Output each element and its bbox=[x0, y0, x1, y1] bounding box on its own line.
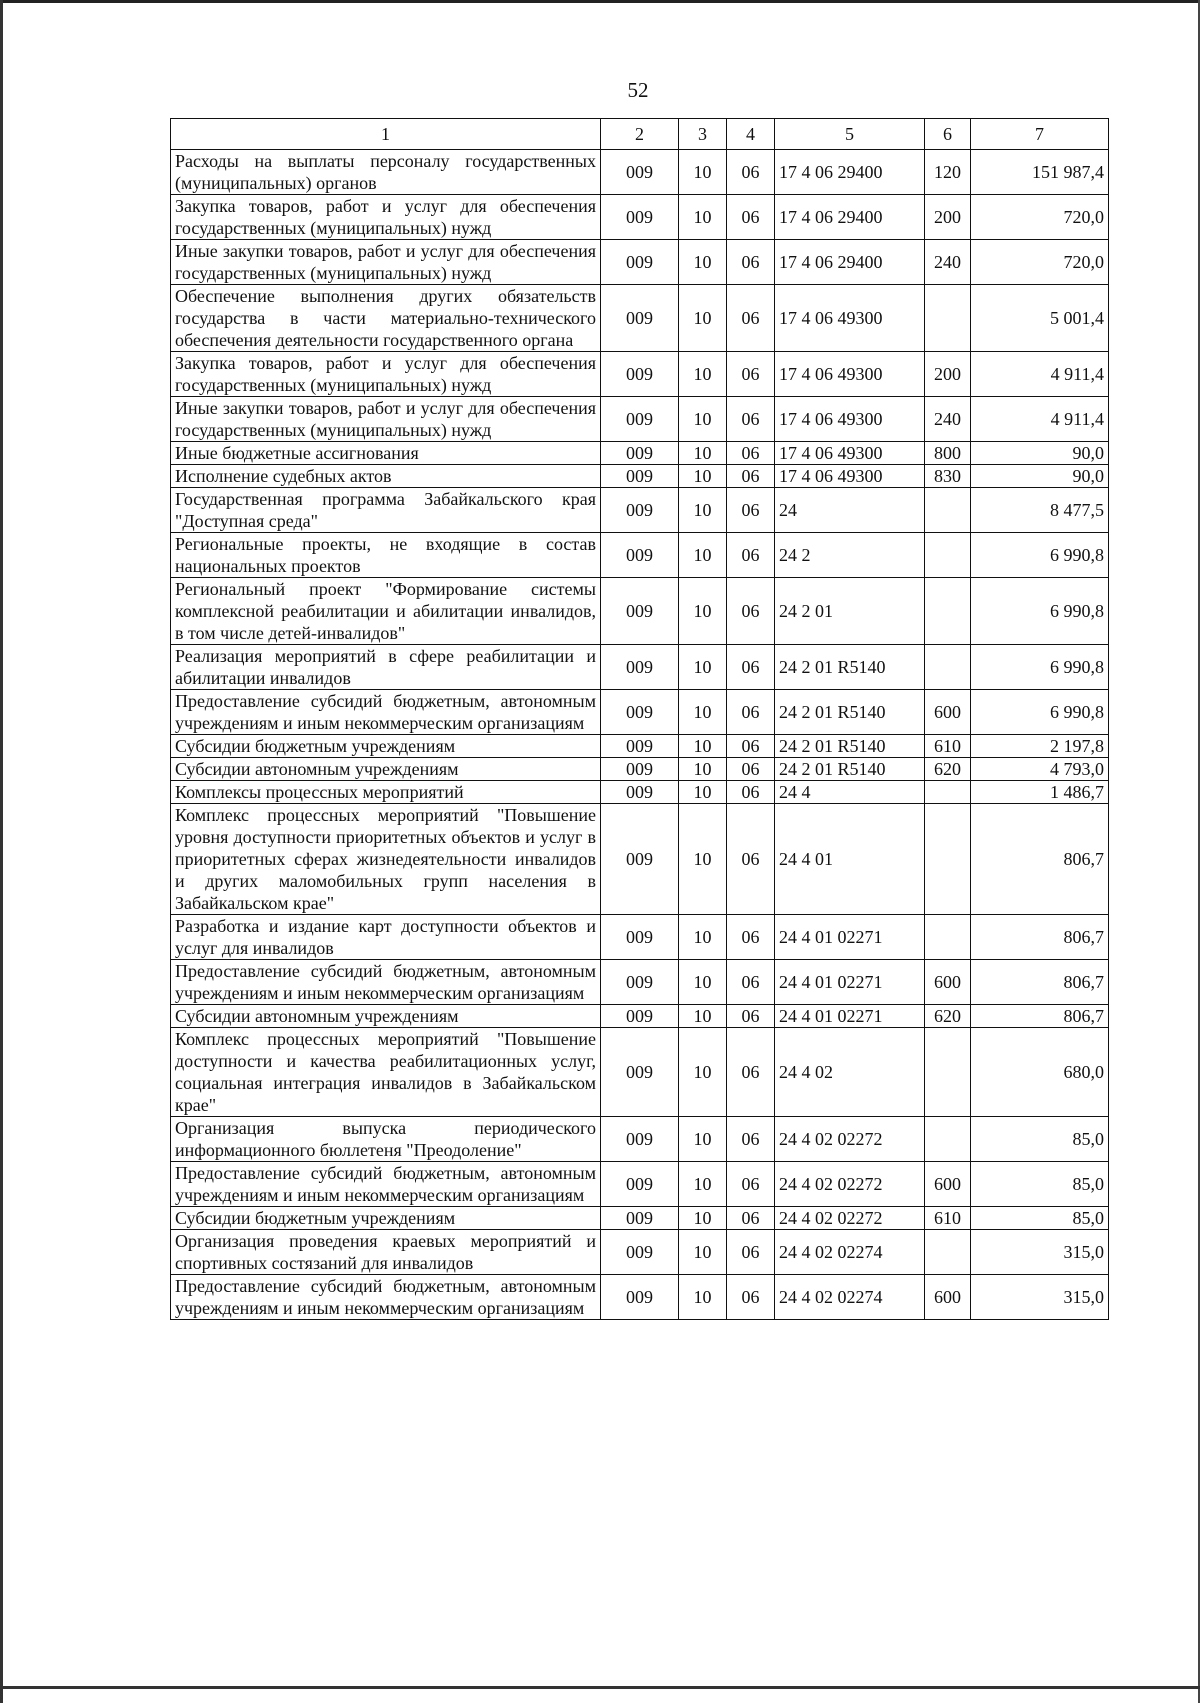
row-amount-cell: 806,7 bbox=[971, 804, 1109, 915]
row-name-cell: Организация проведения краевых мероприятий и спортивных состязаний для инвалидов bbox=[171, 1230, 601, 1275]
row-amount-cell: 806,7 bbox=[971, 960, 1109, 1005]
header-col-4: 4 bbox=[727, 119, 775, 150]
row-amount-cell: 4 911,4 bbox=[971, 352, 1109, 397]
row-subsection-cell: 06 bbox=[727, 1005, 775, 1028]
row-amount-cell: 806,7 bbox=[971, 1005, 1109, 1028]
row-amount-cell: 315,0 bbox=[971, 1230, 1109, 1275]
row-subsection-cell: 06 bbox=[727, 1207, 775, 1230]
row-amount-cell: 2 197,8 bbox=[971, 735, 1109, 758]
header-col-6: 6 bbox=[925, 119, 971, 150]
row-section-cell: 10 bbox=[679, 960, 727, 1005]
row-subsection-cell: 06 bbox=[727, 352, 775, 397]
row-admin-code-cell: 009 bbox=[601, 1230, 679, 1275]
table-row bbox=[171, 1275, 1109, 1320]
row-admin-code-cell: 009 bbox=[601, 442, 679, 465]
row-subsection-cell: 06 bbox=[727, 442, 775, 465]
row-target-article-cell: 24 4 01 bbox=[775, 804, 925, 915]
row-subsection-cell: 06 bbox=[727, 1117, 775, 1162]
row-expense-type-cell: 200 bbox=[925, 352, 971, 397]
row-expense-type-cell bbox=[925, 804, 971, 915]
row-subsection-cell: 06 bbox=[727, 645, 775, 690]
table-row bbox=[171, 1005, 1109, 1028]
row-target-article-cell: 17 4 06 29400 bbox=[775, 240, 925, 285]
row-name-cell: Обеспечение выполнения других обязательств государства в части материально-технического обеспечения деятельности государственного органа bbox=[171, 285, 601, 352]
row-name-cell: Субсидии автономным учреждениям bbox=[171, 1005, 601, 1028]
row-section-cell: 10 bbox=[679, 442, 727, 465]
table-row bbox=[171, 758, 1109, 781]
row-section-cell: 10 bbox=[679, 915, 727, 960]
table-row bbox=[171, 195, 1109, 240]
row-amount-cell: 6 990,8 bbox=[971, 533, 1109, 578]
row-target-article-cell: 24 4 02 02272 bbox=[775, 1162, 925, 1207]
row-target-article-cell: 24 2 01 bbox=[775, 578, 925, 645]
row-target-article-cell: 24 4 01 02271 bbox=[775, 915, 925, 960]
row-subsection-cell: 06 bbox=[727, 240, 775, 285]
row-target-article-cell: 24 4 01 02271 bbox=[775, 1005, 925, 1028]
table-row bbox=[171, 442, 1109, 465]
row-section-cell: 10 bbox=[679, 533, 727, 578]
row-target-article-cell: 17 4 06 29400 bbox=[775, 195, 925, 240]
row-name-cell: Государственная программа Забайкальского края "Доступная среда" bbox=[171, 488, 601, 533]
row-name-cell: Разработка и издание карт доступности объектов и услуг для инвалидов bbox=[171, 915, 601, 960]
row-name-cell: Иные бюджетные ассигнования bbox=[171, 442, 601, 465]
table-row bbox=[171, 781, 1109, 804]
table-row bbox=[171, 397, 1109, 442]
row-admin-code-cell: 009 bbox=[601, 735, 679, 758]
table-row bbox=[171, 1230, 1109, 1275]
row-admin-code-cell: 009 bbox=[601, 465, 679, 488]
row-subsection-cell: 06 bbox=[727, 781, 775, 804]
scan-edge-top bbox=[0, 0, 1200, 3]
row-expense-type-cell: 600 bbox=[925, 690, 971, 735]
table-row bbox=[171, 645, 1109, 690]
row-target-article-cell: 24 2 bbox=[775, 533, 925, 578]
row-expense-type-cell bbox=[925, 645, 971, 690]
row-section-cell: 10 bbox=[679, 1275, 727, 1320]
table-row bbox=[171, 240, 1109, 285]
row-section-cell: 10 bbox=[679, 488, 727, 533]
row-subsection-cell: 06 bbox=[727, 758, 775, 781]
row-section-cell: 10 bbox=[679, 150, 727, 195]
row-admin-code-cell: 009 bbox=[601, 915, 679, 960]
row-target-article-cell: 24 2 01 R5140 bbox=[775, 645, 925, 690]
row-name-cell: Расходы на выплаты персоналу государственных (муниципальных) органов bbox=[171, 150, 601, 195]
row-amount-cell: 6 990,8 bbox=[971, 690, 1109, 735]
row-target-article-cell: 24 4 02 02272 bbox=[775, 1207, 925, 1230]
table-row bbox=[171, 735, 1109, 758]
row-admin-code-cell: 009 bbox=[601, 397, 679, 442]
row-admin-code-cell: 009 bbox=[601, 150, 679, 195]
row-name-cell: Комплексы процессных мероприятий bbox=[171, 781, 601, 804]
row-expense-type-cell: 830 bbox=[925, 465, 971, 488]
row-subsection-cell: 06 bbox=[727, 960, 775, 1005]
table-row bbox=[171, 150, 1109, 195]
header-col-2: 2 bbox=[601, 119, 679, 150]
row-target-article-cell: 24 2 01 R5140 bbox=[775, 758, 925, 781]
budget-table bbox=[170, 118, 1109, 1320]
row-subsection-cell: 06 bbox=[727, 804, 775, 915]
row-amount-cell: 85,0 bbox=[971, 1162, 1109, 1207]
row-expense-type-cell: 240 bbox=[925, 240, 971, 285]
row-subsection-cell: 06 bbox=[727, 533, 775, 578]
row-section-cell: 10 bbox=[679, 804, 727, 915]
table-header bbox=[171, 119, 1109, 150]
row-target-article-cell: 24 4 02 bbox=[775, 1028, 925, 1117]
row-expense-type-cell: 120 bbox=[925, 150, 971, 195]
row-subsection-cell: 06 bbox=[727, 488, 775, 533]
row-name-cell: Комплекс процессных мероприятий "Повышение уровня доступности приоритетных объектов и услуг в приоритетных сферах жизнедеятельности инвалидов и других маломобильных групп населения в Забайкальском крае" bbox=[171, 804, 601, 915]
row-target-article-cell: 24 4 bbox=[775, 781, 925, 804]
row-name-cell: Реализация мероприятий в сфере реабилитации и абилитации инвалидов bbox=[171, 645, 601, 690]
row-section-cell: 10 bbox=[679, 352, 727, 397]
row-section-cell: 10 bbox=[679, 735, 727, 758]
row-expense-type-cell: 600 bbox=[925, 960, 971, 1005]
row-admin-code-cell: 009 bbox=[601, 1117, 679, 1162]
row-amount-cell: 806,7 bbox=[971, 915, 1109, 960]
row-subsection-cell: 06 bbox=[727, 1028, 775, 1117]
row-expense-type-cell bbox=[925, 1230, 971, 1275]
table-row bbox=[171, 352, 1109, 397]
row-name-cell: Субсидии бюджетным учреждениям bbox=[171, 735, 601, 758]
row-target-article-cell: 24 bbox=[775, 488, 925, 533]
row-amount-cell: 4 911,4 bbox=[971, 397, 1109, 442]
row-target-article-cell: 17 4 06 49300 bbox=[775, 465, 925, 488]
row-section-cell: 10 bbox=[679, 1005, 727, 1028]
row-expense-type-cell: 240 bbox=[925, 397, 971, 442]
row-admin-code-cell: 009 bbox=[601, 1162, 679, 1207]
row-target-article-cell: 17 4 06 49300 bbox=[775, 397, 925, 442]
row-admin-code-cell: 009 bbox=[601, 578, 679, 645]
row-expense-type-cell: 200 bbox=[925, 195, 971, 240]
row-name-cell: Исполнение судебных актов bbox=[171, 465, 601, 488]
table-row bbox=[171, 533, 1109, 578]
row-expense-type-cell: 610 bbox=[925, 1207, 971, 1230]
table-row bbox=[171, 915, 1109, 960]
table-row bbox=[171, 465, 1109, 488]
row-section-cell: 10 bbox=[679, 397, 727, 442]
row-target-article-cell: 17 4 06 49300 bbox=[775, 442, 925, 465]
row-amount-cell: 90,0 bbox=[971, 465, 1109, 488]
row-expense-type-cell: 800 bbox=[925, 442, 971, 465]
row-subsection-cell: 06 bbox=[727, 285, 775, 352]
row-target-article-cell: 24 2 01 R5140 bbox=[775, 735, 925, 758]
row-subsection-cell: 06 bbox=[727, 1275, 775, 1320]
row-amount-cell: 90,0 bbox=[971, 442, 1109, 465]
table-row bbox=[171, 1162, 1109, 1207]
row-subsection-cell: 06 bbox=[727, 690, 775, 735]
row-name-cell: Предоставление субсидий бюджетным, автономным учреждениям и иным некоммерческим организациям bbox=[171, 1275, 601, 1320]
row-expense-type-cell bbox=[925, 1117, 971, 1162]
row-expense-type-cell bbox=[925, 915, 971, 960]
row-target-article-cell: 24 4 01 02271 bbox=[775, 960, 925, 1005]
table-row bbox=[171, 1207, 1109, 1230]
row-admin-code-cell: 009 bbox=[601, 195, 679, 240]
row-section-cell: 10 bbox=[679, 1162, 727, 1207]
row-admin-code-cell: 009 bbox=[601, 1005, 679, 1028]
row-expense-type-cell: 620 bbox=[925, 1005, 971, 1028]
row-admin-code-cell: 009 bbox=[601, 488, 679, 533]
row-admin-code-cell: 009 bbox=[601, 758, 679, 781]
row-name-cell: Организация выпуска периодического информационного бюллетеня "Преодоление" bbox=[171, 1117, 601, 1162]
row-target-article-cell: 24 2 01 R5140 bbox=[775, 690, 925, 735]
row-amount-cell: 4 793,0 bbox=[971, 758, 1109, 781]
row-subsection-cell: 06 bbox=[727, 397, 775, 442]
row-amount-cell: 720,0 bbox=[971, 195, 1109, 240]
row-section-cell: 10 bbox=[679, 1230, 727, 1275]
row-name-cell: Предоставление субсидий бюджетным, автономным учреждениям и иным некоммерческим организациям bbox=[171, 1162, 601, 1207]
row-admin-code-cell: 009 bbox=[601, 781, 679, 804]
header-row bbox=[171, 119, 1109, 150]
row-amount-cell: 85,0 bbox=[971, 1117, 1109, 1162]
row-admin-code-cell: 009 bbox=[601, 240, 679, 285]
row-name-cell: Закупка товаров, работ и услуг для обеспечения государственных (муниципальных) нужд bbox=[171, 352, 601, 397]
row-subsection-cell: 06 bbox=[727, 735, 775, 758]
row-admin-code-cell: 009 bbox=[601, 1028, 679, 1117]
row-amount-cell: 315,0 bbox=[971, 1275, 1109, 1320]
row-expense-type-cell bbox=[925, 1028, 971, 1117]
row-expense-type-cell bbox=[925, 533, 971, 578]
row-expense-type-cell: 610 bbox=[925, 735, 971, 758]
row-target-article-cell: 17 4 06 49300 bbox=[775, 352, 925, 397]
page-number: 52 bbox=[627, 78, 649, 102]
table-row bbox=[171, 690, 1109, 735]
row-amount-cell: 720,0 bbox=[971, 240, 1109, 285]
row-admin-code-cell: 009 bbox=[601, 960, 679, 1005]
row-subsection-cell: 06 bbox=[727, 465, 775, 488]
row-section-cell: 10 bbox=[679, 578, 727, 645]
row-name-cell: Субсидии автономным учреждениям bbox=[171, 758, 601, 781]
row-target-article-cell: 17 4 06 49300 bbox=[775, 285, 925, 352]
row-section-cell: 10 bbox=[679, 1028, 727, 1117]
row-name-cell: Комплекс процессных мероприятий "Повышение доступности и качества реабилитационных услуг, социальная интеграция инвалидов в Забайкальском крае" bbox=[171, 1028, 601, 1117]
table-row bbox=[171, 1028, 1109, 1117]
table-row bbox=[171, 960, 1109, 1005]
row-expense-type-cell bbox=[925, 285, 971, 352]
row-section-cell: 10 bbox=[679, 645, 727, 690]
row-expense-type-cell: 600 bbox=[925, 1275, 971, 1320]
scan-edge-left bbox=[0, 0, 3, 1703]
row-section-cell: 10 bbox=[679, 690, 727, 735]
table-row bbox=[171, 1117, 1109, 1162]
row-name-cell: Субсидии бюджетным учреждениям bbox=[171, 1207, 601, 1230]
row-target-article-cell: 24 4 02 02272 bbox=[775, 1117, 925, 1162]
row-subsection-cell: 06 bbox=[727, 1162, 775, 1207]
row-name-cell: Закупка товаров, работ и услуг для обеспечения государственных (муниципальных) нужд bbox=[171, 195, 601, 240]
scan-edge-bottom bbox=[0, 1686, 1200, 1689]
row-section-cell: 10 bbox=[679, 781, 727, 804]
row-subsection-cell: 06 bbox=[727, 150, 775, 195]
row-admin-code-cell: 009 bbox=[601, 645, 679, 690]
row-name-cell: Региональный проект "Формирование системы комплексной реабилитации и абилитации инвалидов, в том числе детей-инвалидов" bbox=[171, 578, 601, 645]
row-section-cell: 10 bbox=[679, 1207, 727, 1230]
row-admin-code-cell: 009 bbox=[601, 1207, 679, 1230]
row-name-cell: Иные закупки товаров, работ и услуг для обеспечения государственных (муниципальных) нужд bbox=[171, 397, 601, 442]
row-subsection-cell: 06 bbox=[727, 915, 775, 960]
row-admin-code-cell: 009 bbox=[601, 352, 679, 397]
table-row bbox=[171, 488, 1109, 533]
row-amount-cell: 5 001,4 bbox=[971, 285, 1109, 352]
row-subsection-cell: 06 bbox=[727, 1230, 775, 1275]
row-target-article-cell: 24 4 02 02274 bbox=[775, 1275, 925, 1320]
row-name-cell: Иные закупки товаров, работ и услуг для обеспечения государственных (муниципальных) нужд bbox=[171, 240, 601, 285]
table-row bbox=[171, 804, 1109, 915]
table-body bbox=[171, 150, 1109, 1320]
row-amount-cell: 1 486,7 bbox=[971, 781, 1109, 804]
row-section-cell: 10 bbox=[679, 195, 727, 240]
header-col-1: 1 bbox=[171, 119, 601, 150]
row-amount-cell: 6 990,8 bbox=[971, 645, 1109, 690]
row-section-cell: 10 bbox=[679, 240, 727, 285]
row-expense-type-cell: 620 bbox=[925, 758, 971, 781]
row-expense-type-cell bbox=[925, 578, 971, 645]
row-subsection-cell: 06 bbox=[727, 195, 775, 240]
row-expense-type-cell bbox=[925, 488, 971, 533]
row-expense-type-cell bbox=[925, 781, 971, 804]
row-name-cell: Предоставление субсидий бюджетным, автономным учреждениям и иным некоммерческим организациям bbox=[171, 960, 601, 1005]
row-amount-cell: 680,0 bbox=[971, 1028, 1109, 1117]
row-target-article-cell: 17 4 06 29400 bbox=[775, 150, 925, 195]
row-amount-cell: 6 990,8 bbox=[971, 578, 1109, 645]
header-col-3: 3 bbox=[679, 119, 727, 150]
header-col-5: 5 bbox=[775, 119, 925, 150]
row-target-article-cell: 24 4 02 02274 bbox=[775, 1230, 925, 1275]
row-admin-code-cell: 009 bbox=[601, 690, 679, 735]
row-name-cell: Предоставление субсидий бюджетным, автономным учреждениям и иным некоммерческим организациям bbox=[171, 690, 601, 735]
row-section-cell: 10 bbox=[679, 465, 727, 488]
table-row bbox=[171, 578, 1109, 645]
header-col-7: 7 bbox=[971, 119, 1109, 150]
row-admin-code-cell: 009 bbox=[601, 1275, 679, 1320]
row-admin-code-cell: 009 bbox=[601, 804, 679, 915]
row-amount-cell: 85,0 bbox=[971, 1207, 1109, 1230]
row-section-cell: 10 bbox=[679, 1117, 727, 1162]
row-amount-cell: 151 987,4 bbox=[971, 150, 1109, 195]
row-admin-code-cell: 009 bbox=[601, 285, 679, 352]
row-section-cell: 10 bbox=[679, 285, 727, 352]
row-amount-cell: 8 477,5 bbox=[971, 488, 1109, 533]
row-name-cell: Региональные проекты, не входящие в состав национальных проектов bbox=[171, 533, 601, 578]
row-expense-type-cell: 600 bbox=[925, 1162, 971, 1207]
row-subsection-cell: 06 bbox=[727, 578, 775, 645]
table-row bbox=[171, 285, 1109, 352]
row-section-cell: 10 bbox=[679, 758, 727, 781]
row-admin-code-cell: 009 bbox=[601, 533, 679, 578]
